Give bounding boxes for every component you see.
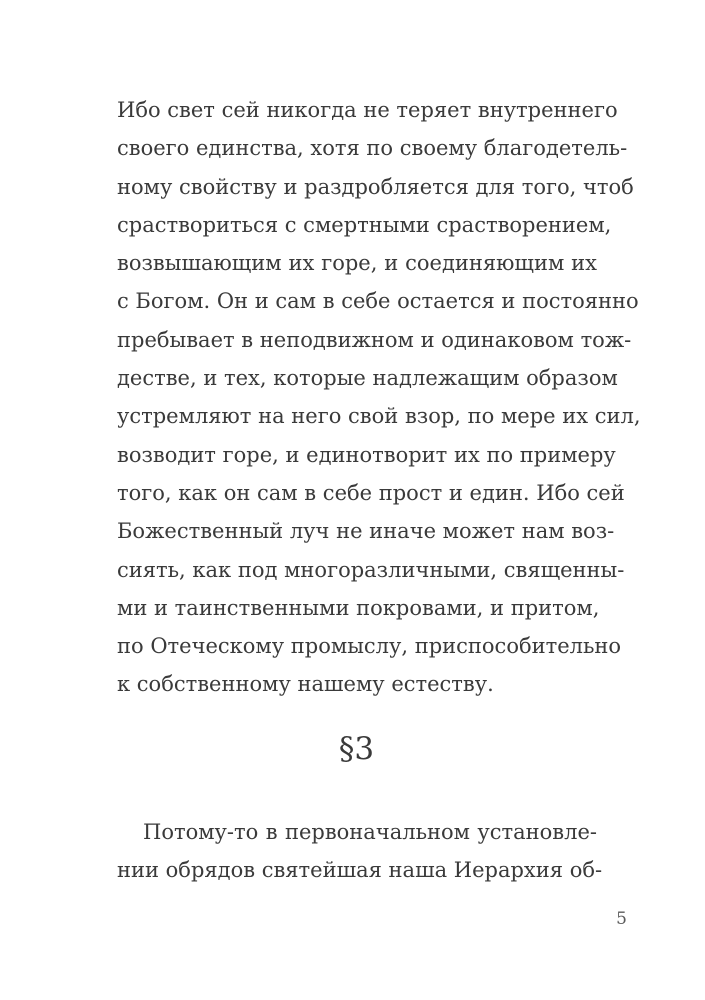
text-line: того, как он сам в себе прост и един. Ибо сей [117, 480, 625, 505]
text-line: к собственному нашему естеству. [117, 672, 494, 697]
paragraph-2 [117, 813, 603, 890]
text-line: нии обрядов святейшая наша Иерархия об- [117, 858, 603, 883]
text-line: ми и таинственными покровами, и притом, [117, 595, 600, 620]
page-number: 5 [616, 909, 627, 929]
text-line: возводит горе, и единотворит их по примеру [117, 442, 616, 467]
text-line: устремляют на него свой взор, по мере их сил, [117, 404, 641, 429]
text-line: ному свойству и раздробляется для того, чтоб [117, 174, 634, 199]
text-line: сраствориться с смертными срастворением, [117, 212, 612, 237]
text-line: возвышающим их горе, и соединяющим их [117, 251, 597, 276]
text-line: пребывает в неподвижном и одинаковом тож- [117, 327, 632, 352]
text-line: с Богом. Он и сам в себе остается и постоянно [117, 289, 639, 314]
section-heading-text: §3 [338, 731, 375, 767]
text-line: Ибо свет сей никогда не теряет внутреннего [117, 98, 618, 122]
text-line: дестве, и тех, которые надлежащим образом [117, 366, 618, 391]
text-line: своего единства, хотя по своему благодетель- [117, 136, 628, 161]
text-line: сиять, как под многоразличными, священны- [117, 557, 625, 582]
paragraph-1 [117, 91, 641, 704]
section-heading [0, 727, 705, 771]
text-line: по Отеческому промыслу, приспособительно [117, 634, 622, 659]
text-line: Потому-то в первоначальном установле- [143, 820, 597, 844]
text-line: Божественный луч не иначе может нам воз- [117, 519, 615, 544]
